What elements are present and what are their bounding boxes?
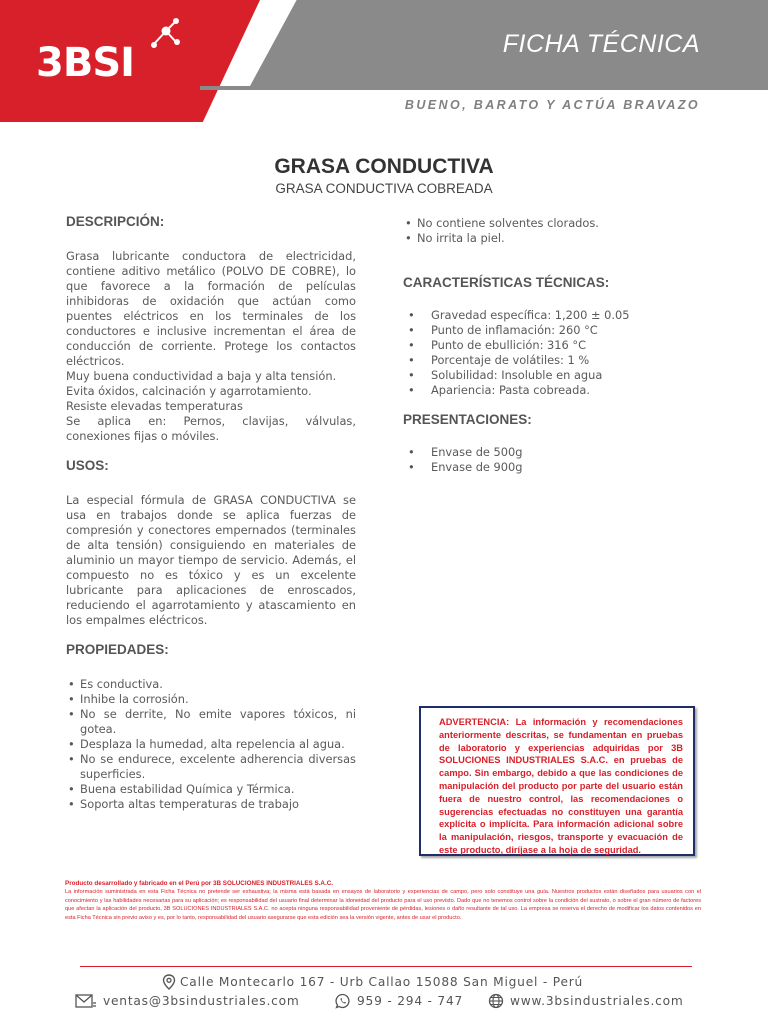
email-icon xyxy=(75,993,97,1009)
usos-heading: USOS: xyxy=(66,458,109,473)
header-slogan: BUENO, BARATO Y ACTÚA BRAVAZO xyxy=(404,98,700,112)
list-item: • Inhibe la corrosión. xyxy=(66,692,356,707)
list-item: • No se endurece, excelente adherencia diversas superficies. xyxy=(66,752,356,782)
disclaimer-heading: Producto desarrollado y fabricado en el Perú por 3B SOLUCIONES INDUSTRIALES S.A.C. xyxy=(65,880,334,887)
descripcion-line-2: Evita óxidos, calcinación y agarrotamiento. xyxy=(66,384,312,398)
propiedades-continued-list xyxy=(403,216,703,246)
descripcion-line-4: Se aplica en: Pernos, clavijas, válvulas, conexiones fijas o móviles. xyxy=(66,414,356,443)
globe-icon xyxy=(488,993,504,1009)
disclaimer-body: La información suministrada en esta Ficha Técnica no pretende ser exhaustiva; la misma está basada en ensayos de laboratorio y experiencias de campo, pero solo constituye una guía. Nuestros productos están diseñados para usuarios con el conocimiento y las habilidades necesarias para su aplicación; es responsabilidad del usuario final determinar la idoneidad del producto para el uso previsto. Dado que no tenemos control sobre la condición del sustrato, o sobre el gran número de factores que afectan la aplicación del producto, 3B SOLUCIONES INDUSTRIALES S.A.C. no acepta ninguna responsabilidad proveniente de pérdidas, lesiones o daño resultante de tal uso. La empresa se reserva el derecho de modificar los datos contenidos en esta Ficha Técnica sin previo aviso y es, por lo tanto, responsabilidad del usuario asegurarse que esta edición sea la versión vigente, antes de usar el producto. xyxy=(65,889,701,921)
header-title: FICHA TÉCNICA xyxy=(502,30,700,58)
list-item: • No contiene solventes clorados. xyxy=(403,216,703,231)
product-title: GRASA CONDUCTIVA xyxy=(274,155,494,178)
footer-phone-text[interactable]: 959 - 294 - 747 xyxy=(357,994,464,1008)
warning-text: ADVERTENCIA: La información y recomendaciones anteriormente descritas, se fundamentan en pruebas de laboratorio y experiencias adquiridas por 3B SOLUCIONES INDUSTRIALES S.A.C. en pruebas de campo. Sin embargo, debido a que las condiciones de manipulación del producto por parte del usuario están fuera de nuestro control, las recomendaciones o sugerencias efectuadas no constituyen una garantía explícita o implícita. Para información adicional sobre la manipulación, riesgos, transporte y evacuación de este producto, diríjase a la hoja de seguridad. xyxy=(439,717,683,855)
propiedades-heading: PROPIEDADES: xyxy=(66,642,169,657)
caracteristicas-heading: CARACTERÍSTICAS TÉCNICAS: xyxy=(403,275,610,290)
descripcion-line-1: Muy buena conductividad a baja y alta tensión. xyxy=(66,369,337,383)
list-item: • Punto de inflamación: 260 °C xyxy=(403,323,703,338)
list-item: • Envase de 500g xyxy=(403,445,703,460)
right-column xyxy=(403,216,703,475)
caracteristicas-list xyxy=(403,308,703,398)
usos-paragraph: La especial fórmula de GRASA CONDUCTIVA se usa en trabajos donde se aplica fuerzas de compresión y conectores empernados (terminales de alta tensión) consiguiendo en materiales de aluminio un mayor tiempo de servicio. Además, el compuesto no es tóxico y es un excelente lubricante para aplicaciones de enroscados, reduciendo el agarrotamiento y atascamiento en los empalmes eléctricos. xyxy=(66,493,356,627)
propiedades-list xyxy=(66,677,356,812)
descripcion-heading: DESCRIPCIÓN: xyxy=(66,214,165,229)
warning-box xyxy=(419,706,695,856)
list-item: • Solubilidad: Insoluble en agua xyxy=(403,368,703,383)
descripcion-paragraph: Grasa lubricante conductora de electricidad, contiene aditivo metálico (POLVO DE COBRE), lo que favorece a la formación de películas inhibidoras de oxidación que actúan como puentes eléctricos en los terminales de los conductores e inclusive incrementan el área de conducción de corriente. Protege los contactos eléctricos. xyxy=(66,249,356,368)
footer-address-text: Calle Montecarlo 167 - Urb Callao 15088 San Miguel - Perú xyxy=(180,975,584,989)
company-logo: 3BSI xyxy=(36,40,135,86)
left-column xyxy=(66,214,356,812)
logo-molecule-icon xyxy=(146,14,182,60)
list-item: • No se derrite, No emite vapores tóxicos, ni gotea. xyxy=(66,707,356,737)
footer-address xyxy=(162,974,583,990)
footer-divider xyxy=(80,966,692,967)
footer-phone[interactable] xyxy=(335,993,463,1009)
footer-web[interactable] xyxy=(488,993,684,1009)
footer-web-text[interactable]: www.3bsindustriales.com xyxy=(510,994,684,1008)
list-item: • Buena estabilidad Química y Térmica. xyxy=(66,782,356,797)
list-item: • Es conductiva. xyxy=(66,677,356,692)
product-subtitle: GRASA CONDUCTIVA COBREADA xyxy=(275,181,493,196)
footer-email[interactable] xyxy=(75,993,300,1009)
list-item: • Apariencia: Pasta cobreada. xyxy=(403,383,703,398)
list-item: • Porcentaje de volátiles: 1 % xyxy=(403,353,703,368)
presentaciones-heading: PRESENTACIONES: xyxy=(403,412,532,427)
list-item: • Desplaza la humedad, alta repelencia al agua. xyxy=(66,737,356,752)
presentaciones-list xyxy=(403,445,703,475)
location-pin-icon xyxy=(162,974,176,990)
list-item: • No irrita la piel. xyxy=(403,231,703,246)
list-item: • Punto de ebullición: 316 °C xyxy=(403,338,703,353)
list-item: • Envase de 900g xyxy=(403,460,703,475)
disclaimer xyxy=(65,879,701,922)
whatsapp-icon xyxy=(335,993,351,1009)
descripcion-line-3: Resiste elevadas temperaturas xyxy=(66,399,243,413)
header-underline xyxy=(200,86,768,90)
footer-email-text[interactable]: ventas@3bsindustriales.com xyxy=(103,994,300,1008)
list-item: • Gravedad específica: 1,200 ± 0.05 xyxy=(403,308,703,323)
list-item: • Soporta altas temperaturas de trabajo xyxy=(66,797,356,812)
